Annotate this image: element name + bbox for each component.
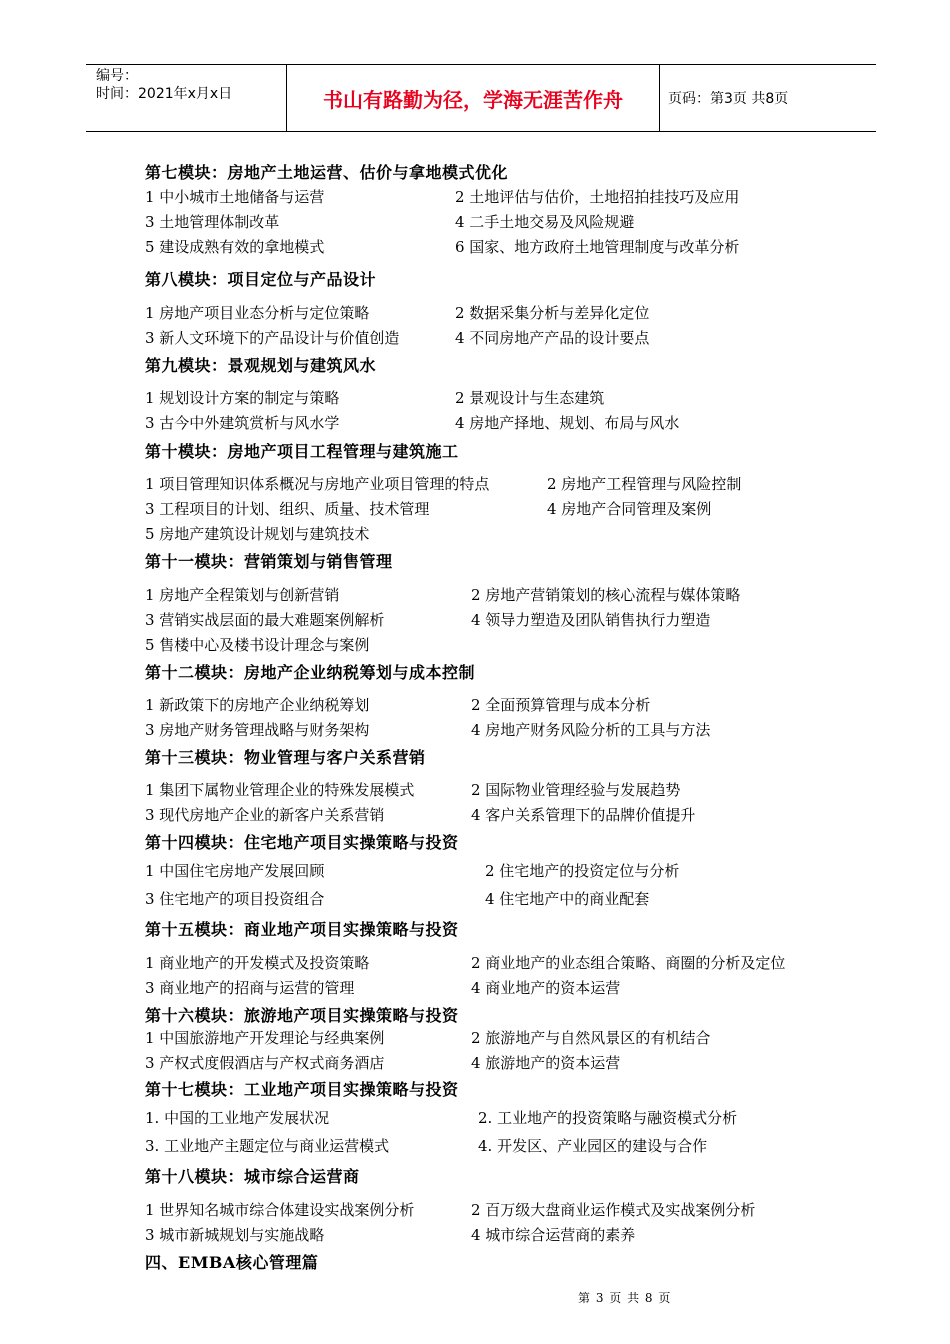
module-title: 第十四模块：住宅地产项目实操策略与投资 <box>145 833 459 852</box>
module-item-row <box>145 952 865 974</box>
module-item: 2 土地评估与估价，土地招拍挂技巧及应用 <box>455 188 740 206</box>
header-motto: 书山有路勤为径，学海无涯苦作舟 <box>286 65 660 131</box>
module-item: 2 数据采集分析与差异化定位 <box>455 304 650 322</box>
module-item: 1 世界知名城市综合体建设实战案例分析 <box>145 1201 415 1219</box>
module-item: 4 城市综合运营商的素养 <box>471 1226 636 1244</box>
module-item-row <box>145 498 865 520</box>
module-item-row <box>145 412 865 434</box>
module-item: 4 领导力塑造及团队销售执行力塑造 <box>471 611 711 629</box>
module-item: 4 住宅地产中的商业配套 <box>485 890 650 908</box>
module-item: 4 不同房地产产品的设计要点 <box>455 329 650 347</box>
module-item: 1 项目管理知识体系概况与房地产业项目管理的特点 <box>145 475 490 493</box>
module-item: 2 旅游地产与自然风景区的有机结合 <box>471 1029 711 1047</box>
module-item: 1 中小城市土地储备与运营 <box>145 188 325 206</box>
module-item: 3 营销实战层面的最大难题案例解析 <box>145 611 385 629</box>
module-title: 第十五模块：商业地产项目实操策略与投资 <box>145 920 459 939</box>
module-item-row <box>145 634 865 656</box>
module-item: 5 房地产建筑设计规划与建筑技术 <box>145 525 370 543</box>
module-item: 4 二手土地交易及风险规避 <box>455 213 635 231</box>
module-item: 3 新人文环境下的产品设计与价值创造 <box>145 329 400 347</box>
module-item: 4 房地产择地、规划、布局与风水 <box>455 414 680 432</box>
module-item: 3 现代房地产企业的新客户关系营销 <box>145 806 385 824</box>
module-item-row <box>145 1135 865 1157</box>
date-label: 时间：2021年x月x日 <box>96 86 233 102</box>
module-item-row <box>145 302 865 324</box>
module-item-row <box>145 584 865 606</box>
module-item: 1 新政策下的房地产企业纳税筹划 <box>145 696 370 714</box>
page-header <box>86 64 876 132</box>
module-title: 第十模块：房地产项目工程管理与建筑施工 <box>145 442 459 461</box>
module-item-row <box>145 473 865 495</box>
module-item: 3 土地管理体制改革 <box>145 213 280 231</box>
module-item-row <box>145 779 865 801</box>
module-item: 2 全面预算管理与成本分析 <box>471 696 651 714</box>
module-item: 3 住宅地产的项目投资组合 <box>145 890 325 908</box>
module-item: 1 中国住宅房地产发展回顾 <box>145 862 325 880</box>
module-item: 2 房地产工程管理与风险控制 <box>547 475 742 493</box>
module-item: 3 工程项目的计划、组织、质量、技术管理 <box>145 500 430 518</box>
module-item-row <box>145 186 865 208</box>
module-item-row <box>145 387 865 409</box>
module-title: 第十八模块：城市综合运营商 <box>145 1167 360 1186</box>
module-item: 4 房地产合同管理及案例 <box>547 500 712 518</box>
footer-page-number: 第 3 页 共 8 页 <box>578 1291 672 1305</box>
module-item: 4 商业地产的资本运营 <box>471 979 621 997</box>
module-item: 5 建设成熟有效的拿地模式 <box>145 238 325 256</box>
module-title: 第十一模块：营销策划与销售管理 <box>145 552 393 571</box>
module-item: 1 商业地产的开发模式及投资策略 <box>145 954 370 972</box>
module-item: 2 国际物业管理经验与发展趋势 <box>471 781 681 799</box>
module-title: 第十三模块：物业管理与客户关系营销 <box>145 748 426 767</box>
module-item: 6 国家、地方政府土地管理制度与改革分析 <box>455 238 740 256</box>
module-item-row <box>145 1199 865 1221</box>
module-item: 2 商业地产的业态组合策略、商圈的分析及定位 <box>471 954 786 972</box>
header-page-label: 页码：第3页 共8页 <box>668 91 789 107</box>
module-item: 1 规划设计方案的制定与策略 <box>145 389 340 407</box>
module-title: 第十二模块：房地产企业纳税筹划与成本控制 <box>145 663 476 682</box>
module-item-row <box>145 719 865 741</box>
module-item: 3 房地产财务管理战略与财务架构 <box>145 721 370 739</box>
module-item: 2 房地产营销策划的核心流程与媒体策略 <box>471 586 741 604</box>
module-item: 2. 工业地产的投资策略与融资模式分析 <box>478 1109 738 1127</box>
header-left <box>96 67 286 103</box>
module-item: 3. 工业地产主题定位与商业运营模式 <box>145 1137 390 1155</box>
module-item: 1. 中国的工业地产发展状况 <box>145 1109 330 1127</box>
module-item: 2 住宅地产的投资定位与分析 <box>485 862 680 880</box>
module-item: 4 客户关系管理下的品牌价值提升 <box>471 806 696 824</box>
module-item-row <box>145 888 865 910</box>
module-title: 第八模块：项目定位与产品设计 <box>145 270 377 289</box>
module-item-row <box>145 977 865 999</box>
module-item: 3 产权式度假酒店与产权式商务酒店 <box>145 1054 385 1072</box>
module-item: 2 景观设计与生态建筑 <box>455 389 605 407</box>
module-item: 5 售楼中心及楼书设计理念与案例 <box>145 636 370 654</box>
module-item: 1 集团下属物业管理企业的特殊发展模式 <box>145 781 415 799</box>
section-heading: 四、EMBA核心管理篇 <box>145 1253 319 1272</box>
module-item-row <box>145 211 865 233</box>
module-item-row <box>145 1027 865 1049</box>
module-item: 4 旅游地产的资本运营 <box>471 1054 621 1072</box>
module-item-row <box>145 860 865 882</box>
code-label: 编号： <box>96 68 138 84</box>
module-title: 第十六模块：旅游地产项目实操策略与投资 <box>145 1006 459 1025</box>
module-item-row <box>145 694 865 716</box>
module-title: 第九模块：景观规划与建筑风水 <box>145 356 377 375</box>
module-item-row <box>145 523 865 545</box>
module-item: 4. 开发区、产业园区的建设与合作 <box>478 1137 708 1155</box>
module-item-row <box>145 1107 865 1129</box>
module-item-row <box>145 1224 865 1246</box>
module-title: 第七模块：房地产土地运营、估价与拿地模式优化 <box>145 163 509 182</box>
module-item: 3 古今中外建筑赏析与风水学 <box>145 414 340 432</box>
module-item: 3 商业地产的招商与运营的管理 <box>145 979 355 997</box>
module-item-row <box>145 804 865 826</box>
module-item: 2 百万级大盘商业运作模式及实战案例分析 <box>471 1201 756 1219</box>
module-item-row <box>145 609 865 631</box>
module-item: 4 房地产财务风险分析的工具与方法 <box>471 721 711 739</box>
module-title: 第十七模块：工业地产项目实操策略与投资 <box>145 1080 459 1099</box>
module-item-row <box>145 327 865 349</box>
module-item: 3 城市新城规划与实施战略 <box>145 1226 325 1244</box>
module-item: 1 房地产全程策划与创新营销 <box>145 586 340 604</box>
module-item-row <box>145 1052 865 1074</box>
module-item-row <box>145 236 865 258</box>
module-item: 1 中国旅游地产开发理论与经典案例 <box>145 1029 385 1047</box>
module-item: 1 房地产项目业态分析与定位策略 <box>145 304 370 322</box>
